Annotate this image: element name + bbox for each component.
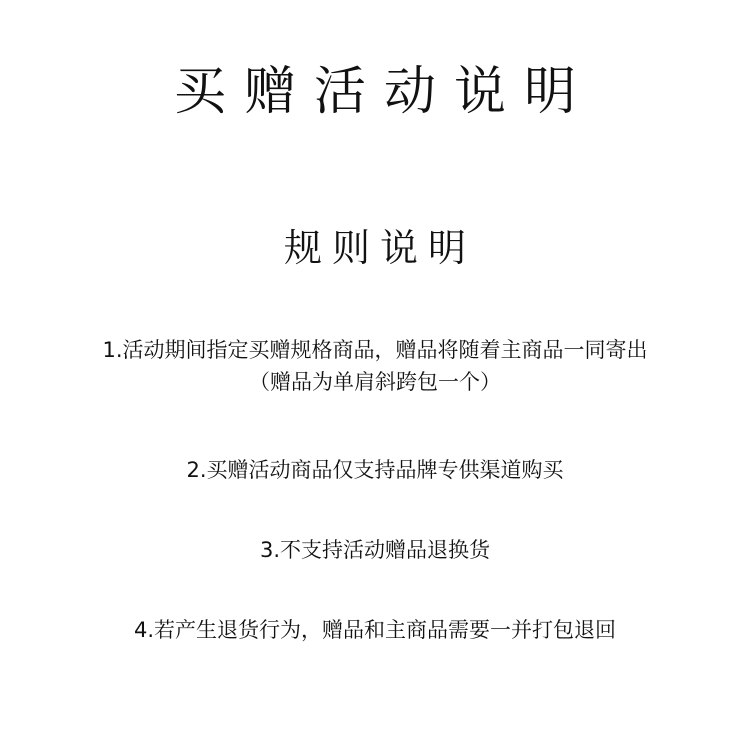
rules-heading: 规则说明 — [283, 226, 476, 270]
rule-4-line-1: 4.若产生退货行为，赠品和主商品需要一并打包退回 — [133, 618, 617, 642]
rule-item-1 — [0, 334, 750, 398]
page-title: 买赠活动说明 — [173, 62, 594, 122]
rule-item-2 — [0, 454, 750, 486]
rule-2-line-1: 2.买赠活动商品仅支持品牌专供渠道购买 — [186, 458, 564, 482]
rule-3-line-1: 3.不支持活动赠品退换货 — [259, 538, 491, 562]
rule-1-line-2: （赠品为单肩斜跨包一个） — [249, 370, 501, 394]
rule-item-4 — [0, 614, 750, 646]
rule-1-line-1: 1.活动期间指定买赠规格商品，赠品将随着主商品一同寄出 — [102, 338, 648, 362]
rule-item-3 — [0, 534, 750, 566]
